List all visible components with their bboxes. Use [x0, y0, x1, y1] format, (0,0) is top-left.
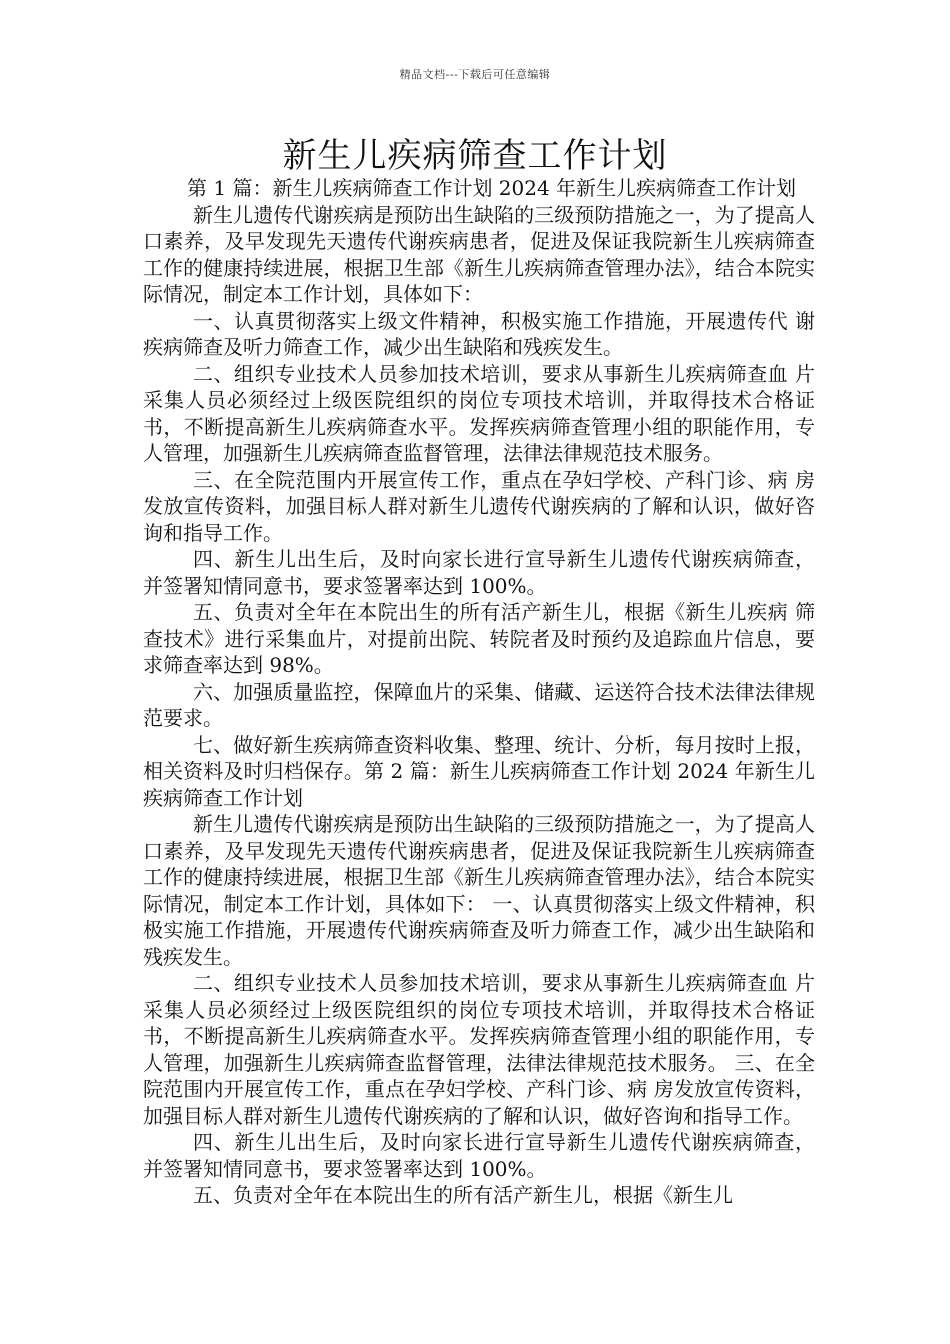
paragraph-part2-item-5: 五、负责对全年在本院出生的所有活产新生儿，根据《新生儿	[193, 1183, 733, 1207]
paragraph-item-6: 六、加强质量监控，保障血片的采集、储藏、运送符合技术法律法律规范要求。	[143, 679, 815, 730]
paragraph-item-1: 一、认真贯彻落实上级文件精神，积极实施工作措施，开展遗传代 谢疾病筛查及听力筛查工作，减少出生缺陷和残疾发生。	[143, 308, 815, 359]
paragraph-item-5: 五、负责对全年在本院出生的所有活产新生儿，根据《新生儿疾病 筛查技术》进行采集血片，对提前出院、转院者及时预约及追踪血片信息，要求筛查率达到 98%。	[143, 600, 815, 677]
paragraph-item-7: 七、做好新生疾病筛查资料收集、整理、统计、分析，每月按时上报， 相关资料及时归档保存。第 2 篇：新生儿疾病筛查工作计划 2024 年新生儿疾病筛查工作计划	[143, 732, 815, 810]
document-title: 新生儿疾病筛查工作计划	[282, 136, 668, 176]
paragraph-part2-item-2-3: 二、组织专业技术人员参加技术培训，要求从事新生儿疾病筛查血 片采集人员必须经过上级医院组织的岗位专项技术培训，并取得技术合格证书，不断提高新生儿疾病筛查水平。发挥疾病筛查管理小组的职能作用，专人管理，加强新生儿疾病筛查监督管理，法律法律规范技术服务。 三、在全院范围内开展宣传工作，重点在孕妇学校、产科门诊、病 房发放宣传资料，加强目标人群对新生儿遗传代谢疾病的了解和认识，做好咨询和指导工作。	[143, 971, 815, 1128]
paragraph-item-2: 二、组织专业技术人员参加技术培训，要求从事新生儿疾病筛查血 片采集人员必须经过上级医院组织的岗位专项技术培训，并取得技术合格证书，不断提高新生儿疾病筛查水平。发挥疾病筛查管理小组的职能作用，专人管理，加强新生儿疾病筛查监督管理，法律法律规范技术服务。	[143, 361, 815, 465]
page-header-note: 精品文档---下载后可任意编辑	[399, 68, 551, 81]
paragraph-part1-heading: 第 1 篇：新生儿疾病筛查工作计划 2024 年新生儿疾病筛查工作计划	[187, 176, 797, 200]
document-body	[143, 175, 815, 1209]
paragraph-item-4: 四、新生儿出生后，及时向家长进行宣导新生儿遗传代谢疾病筛查， 并签署知情同意书，要求签署率达到 100%。	[143, 547, 815, 598]
paragraph-item-3: 三、在全院范围内开展宣传工作，重点在孕妇学校、产科门诊、病 房发放宣传资料，加强目标人群对新生儿遗传代谢疾病的了解和认识，做好咨询和指导工作。	[143, 467, 815, 545]
paragraph-part2-intro: 新生儿遗传代谢疾病是预防出生缺陷的三级预防措施之一，为了提高人口素养，及早发现先天遗传代谢疾病患者，促进及保证我院新生儿疾病筛查工作的健康持续进展，根据卫生部《新生儿疾病筛查管理办法》，结合本院实际情况，制定本工作计划，具体如下： 一、认真贯彻落实上级文件精神，积极实施工作措施，开展遗传代谢疾病筛查及听力筛查工作，减少出生缺陷和残疾发生。	[143, 812, 815, 969]
paragraph-intro: 新生儿遗传代谢疾病是预防出生缺陷的三级预防措施之一，为了提高人口素养，及早发现先天遗传代谢疾病患者，促进及保证我院新生儿疾病筛查工作的健康持续进展，根据卫生部《新生儿疾病筛查管理办法》，结合本院实际情况，制定本工作计划，具体如下：	[143, 202, 815, 306]
paragraph-part2-item-4: 四、新生儿出生后，及时向家长进行宣导新生儿遗传代谢疾病筛查， 并签署知情同意书，要求签署率达到 100%。	[143, 1130, 815, 1181]
